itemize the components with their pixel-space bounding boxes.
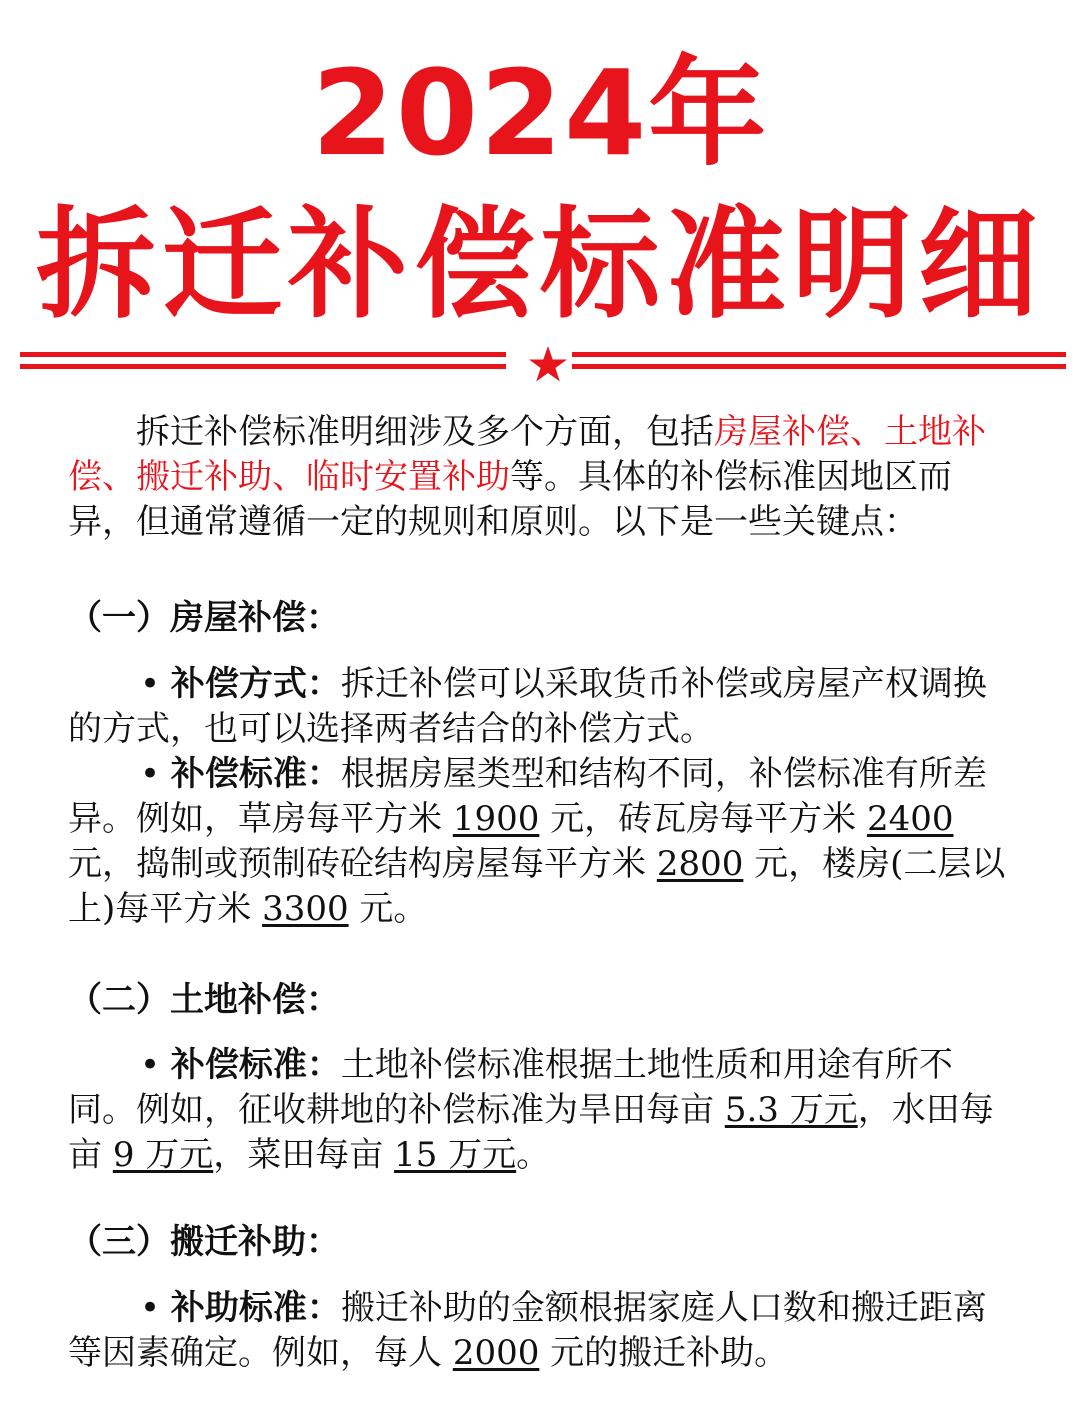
value-brick-house: 2400 xyxy=(866,799,954,839)
bullet-housing-standard xyxy=(68,752,1018,932)
bullet-relocation-standard xyxy=(68,1286,1018,1376)
divider-rule-right-top xyxy=(572,352,1066,357)
value-grass-house: 1900 xyxy=(452,799,540,839)
value-vegetable-field: 15 万元 xyxy=(394,1135,517,1175)
intro-paragraph xyxy=(68,410,1018,545)
bullet-text: 拆迁补偿可以采取货币补偿或房屋产权调换的方式，也可以选择两者结合的补偿方式。 xyxy=(68,664,987,749)
bullet-text: 元。 xyxy=(359,889,428,929)
bullet-text: 元，捣制或预制砖砼结构房屋每平方米 xyxy=(68,844,646,884)
bullet-text: 元的搬迁补助。 xyxy=(550,1333,789,1373)
bullet-dot-icon: • xyxy=(140,754,171,794)
bullet-land-standard xyxy=(68,1043,1018,1178)
bullet-text: ，菜田每亩 xyxy=(213,1135,384,1175)
bullet-dot-icon: • xyxy=(140,1045,171,1085)
bullet-lead: 补偿方式： xyxy=(170,664,341,704)
divider-rule-right-bottom xyxy=(572,364,1066,369)
bullet-housing-method xyxy=(68,662,1018,752)
value-dry-field: 5.3 万元 xyxy=(724,1090,858,1130)
bullet-text: 元，楼房(二层以上)每平方米 xyxy=(68,844,1006,929)
bullet-dot-icon: • xyxy=(140,1288,171,1328)
bullet-text: 元，砖瓦房每平方米 xyxy=(550,799,857,839)
value-concrete-house: 2800 xyxy=(656,844,744,884)
value-per-person: 2000 xyxy=(452,1333,540,1373)
divider-rule-left-top xyxy=(20,352,506,357)
title-main: 拆迁补偿标准明细 xyxy=(36,196,1044,335)
bullet-lead: 补助标准： xyxy=(170,1288,341,1328)
section-heading-land: （二）土地补偿： xyxy=(68,980,340,1020)
bullet-text: 根据房屋类型和结构不同，补偿标准有所差异。例如，草房每平方米 xyxy=(68,754,987,839)
bullet-lead: 补偿标准： xyxy=(170,754,341,794)
divider-rule-left-bottom xyxy=(20,364,506,369)
section-heading-relocation: （三）搬迁补助： xyxy=(68,1222,340,1262)
intro-text-1: 拆迁补偿标准明细涉及多个方面，包括 xyxy=(136,412,714,452)
bullet-lead: 补偿标准： xyxy=(170,1045,341,1085)
bullet-text: ，水田每亩 xyxy=(68,1090,994,1175)
bullet-text: 土地补偿标准根据土地性质和用途有所不同。例如，征收耕地的补偿标准为旱田每亩 xyxy=(68,1045,953,1130)
bullet-text: 搬迁补助的金额根据家庭人口数和搬迁距离等因素确定。例如，每人 xyxy=(68,1288,987,1373)
intro-text-2: 等。具体的补偿标准因地区而异，但通常遵循一定的规则和原则。以下是一些关键点： xyxy=(68,457,952,542)
value-paddy-field: 9 万元 xyxy=(112,1135,214,1175)
section-heading-housing: （一）房屋补偿： xyxy=(68,598,340,638)
intro-highlight: 房屋补偿、土地补偿、搬迁补助、临时安置补助 xyxy=(68,412,986,497)
bullet-dot-icon: • xyxy=(140,664,171,704)
bullet-text: 。 xyxy=(516,1135,551,1175)
star-icon xyxy=(528,344,568,384)
title-divider xyxy=(20,344,1066,384)
title-year: 2024年 xyxy=(311,44,769,182)
value-multistory: 3300 xyxy=(262,889,349,929)
